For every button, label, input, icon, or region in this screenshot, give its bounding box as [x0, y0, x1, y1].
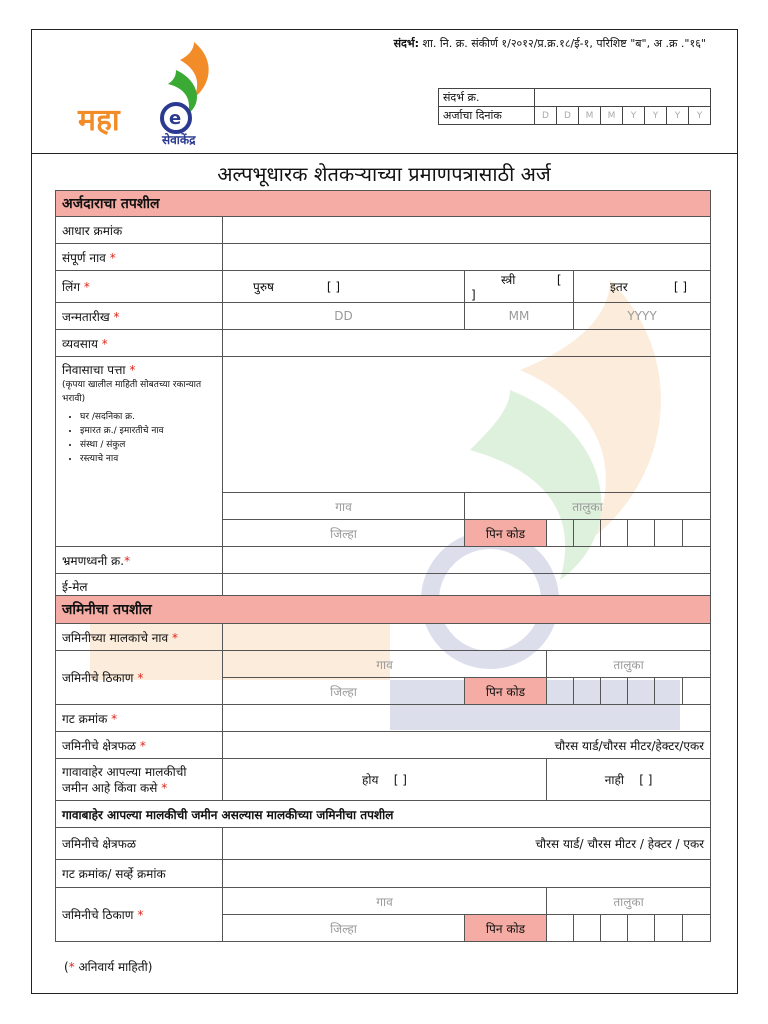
- no-label: नाही: [604, 773, 624, 787]
- reference-line: [394, 36, 706, 51]
- footnote-open: (: [64, 960, 69, 974]
- outside-land-no-option[interactable]: [547, 759, 711, 801]
- land-taluka-field[interactable]: तालुका: [547, 651, 711, 678]
- logo-graphic: [76, 40, 226, 150]
- required-mark: *: [111, 711, 118, 726]
- outside-land-section-header: गावाबाहेर आपल्या मालकीची जमीन असल्यास मालकीच्या जमिनीचा तपशील: [56, 801, 711, 828]
- date-cell[interactable]: Y: [689, 107, 711, 125]
- required-mark: *: [109, 250, 116, 265]
- gender-label: [56, 271, 223, 303]
- applicant-section-header: अर्जदाराचा तपशील: [56, 191, 711, 217]
- occupation-label-text: व्यवसाय: [62, 336, 98, 351]
- ref-no-label: संदर्भ क्र.: [439, 89, 535, 107]
- gender-label-text: लिंग: [62, 280, 81, 294]
- address-item: • रस्त्याचे नाव: [80, 452, 216, 466]
- owner-name-field[interactable]: [223, 624, 711, 651]
- occupation-field[interactable]: [223, 330, 711, 357]
- village-field[interactable]: गाव: [223, 493, 465, 520]
- reference-box: [438, 88, 711, 125]
- date-cell[interactable]: Y: [645, 107, 667, 125]
- pin-digit-box[interactable]: [547, 678, 574, 705]
- address-item: • संस्था / संकुल: [80, 438, 216, 452]
- date-cell[interactable]: M: [579, 107, 601, 125]
- application-date-label: अर्जाचा दिनांक: [439, 107, 535, 125]
- gat-number-field[interactable]: [223, 705, 711, 732]
- dob-day-field[interactable]: DD: [223, 303, 465, 330]
- required-mark: *: [113, 309, 120, 324]
- land-table: [55, 595, 711, 942]
- outside-address-label-text: जमिनीचे ठिकाण: [62, 908, 134, 922]
- outside-land-label-text: गावावाहेर आपल्या मालकीची जमीन आहे किंवा कसे: [62, 764, 187, 795]
- taluka-field[interactable]: तालुका: [465, 493, 711, 520]
- outside-village-field[interactable]: गाव: [223, 888, 547, 915]
- pin-digit-box[interactable]: [655, 915, 683, 942]
- pin-code-label: पिन कोड: [465, 520, 547, 547]
- reference-text: शा. नि. क्र. संकीर्ण १/२०१२/प्र.क्र.१८/ई-१, परिशिष्ट "ब", अ .क्र ."१६": [422, 37, 706, 50]
- gender-female-label: स्त्री: [501, 273, 516, 287]
- yes-label: होय: [362, 773, 379, 787]
- required-mark: *: [101, 336, 108, 351]
- reference-label: संदर्भ:: [393, 37, 420, 50]
- pin-digit-box[interactable]: [655, 520, 683, 547]
- occupation-label: [56, 330, 223, 357]
- gender-other-option[interactable]: [574, 271, 711, 303]
- date-cell[interactable]: D: [557, 107, 579, 125]
- required-mark: *: [83, 280, 90, 294]
- gender-other-checkbox[interactable]: [ ]: [673, 280, 688, 294]
- footnote-mark: *: [68, 960, 75, 974]
- required-mark: *: [172, 630, 179, 645]
- address-items-list: [62, 410, 216, 466]
- required-mark: *: [137, 671, 144, 685]
- pin-digit-box[interactable]: [683, 915, 711, 942]
- pin-digit-box[interactable]: [601, 678, 628, 705]
- pin-digit-box[interactable]: [683, 520, 711, 547]
- outside-gat-field[interactable]: [223, 860, 711, 888]
- applicant-table: [55, 190, 711, 599]
- address-note-text: (कृपया खालील माहिती सोबतच्या रकान्यात भरावी): [62, 380, 202, 404]
- mandatory-footnote: [64, 958, 152, 975]
- pin-digit-box[interactable]: [574, 915, 601, 942]
- address-note: [62, 378, 216, 466]
- dob-month-field[interactable]: MM: [465, 303, 574, 330]
- full-name-label-text: संपूर्ण नाव: [62, 250, 106, 265]
- address-item: • इमारत क्र./ इमारतीचे नाव: [80, 424, 216, 438]
- gat-number-label: [56, 705, 223, 732]
- outside-land-label: [56, 759, 223, 801]
- date-cell[interactable]: Y: [623, 107, 645, 125]
- gender-female-option[interactable]: [465, 271, 574, 303]
- required-mark: *: [139, 738, 146, 753]
- pin-digit-box[interactable]: [628, 678, 655, 705]
- maha-sevakendra-logo: [76, 40, 226, 150]
- land-village-field[interactable]: गाव: [223, 651, 547, 678]
- gat-number-label-text: गट क्रमांक: [62, 711, 108, 726]
- svg-text:e: e: [169, 108, 182, 129]
- pin-digit-box[interactable]: [601, 915, 628, 942]
- outside-address-label: [56, 888, 223, 942]
- required-mark: *: [124, 553, 131, 568]
- logo-text-sevakendra: सेवाकेंद्र: [162, 133, 196, 147]
- outside-area-field[interactable]: चौरस यार्ड/ चौरस मीटर / हेक्टर / एकर: [223, 828, 711, 860]
- land-address-label: [56, 651, 223, 705]
- full-name-label: [56, 244, 223, 271]
- address-label: निवासाचा पत्ता: [62, 363, 126, 377]
- pin-digit-box[interactable]: [628, 520, 655, 547]
- date-cell[interactable]: M: [601, 107, 623, 125]
- owner-name-label: [56, 624, 223, 651]
- aadhaar-label: आधार क्रमांक: [56, 217, 223, 244]
- pin-digit-box[interactable]: [574, 678, 601, 705]
- form-title: अल्पभूधारक शेतकऱ्याच्या प्रमाणपत्रासाठी अर्ज: [217, 162, 551, 186]
- pin-digit-box[interactable]: [547, 520, 574, 547]
- address-field[interactable]: [223, 357, 711, 493]
- required-mark: *: [161, 780, 168, 795]
- mobile-label: [56, 547, 223, 574]
- pin-digit-box[interactable]: [683, 678, 711, 705]
- no-checkbox[interactable]: [ ]: [639, 773, 653, 787]
- address-label-cell: [56, 357, 223, 547]
- land-section-header: जमिनीचा तपशील: [56, 596, 711, 624]
- land-area-field[interactable]: चौरस यार्ड/चौरस मीटर/हेक्टर/एकर: [223, 732, 711, 759]
- date-cell[interactable]: D: [535, 107, 557, 125]
- outside-district-field[interactable]: जिल्हा: [223, 915, 465, 942]
- outside-taluka-field[interactable]: तालुका: [547, 888, 711, 915]
- yes-checkbox[interactable]: [ ]: [393, 773, 407, 787]
- pin-digit-box[interactable]: [601, 520, 628, 547]
- dob-year-field[interactable]: YYYY: [574, 303, 711, 330]
- outside-land-yes-option[interactable]: [223, 759, 547, 801]
- header-divider: [31, 153, 738, 154]
- email-label: ई-मेल: [56, 574, 223, 599]
- land-area-label: [56, 732, 223, 759]
- pin-digit-box[interactable]: [655, 678, 683, 705]
- land-pin-code-label: पिन कोड: [465, 678, 547, 705]
- land-area-label-text: जमिनीचे क्षेत्रफळ: [62, 738, 136, 753]
- gender-other-label: इतर: [610, 280, 628, 294]
- district-field[interactable]: जिल्हा: [223, 520, 465, 547]
- required-mark: *: [137, 908, 144, 922]
- logo-text-maha: महा: [78, 103, 120, 138]
- gender-female-checkbox[interactable]: [ ]: [471, 273, 562, 302]
- owner-name-label-text: जमिनीच्या मालकाचे नाव: [62, 630, 169, 645]
- gender-male-option[interactable]: [223, 271, 465, 303]
- dob-label: [56, 303, 223, 330]
- full-name-field[interactable]: [223, 244, 711, 271]
- required-mark: *: [129, 363, 136, 377]
- mobile-field[interactable]: [223, 547, 711, 574]
- aadhaar-field[interactable]: [223, 217, 711, 244]
- address-item: • घर /सदनिका क्र.: [80, 410, 216, 424]
- mobile-label-text: भ्रमणध्वनी क्र.: [62, 553, 125, 568]
- dob-label-text: जन्मतारीख: [62, 309, 110, 324]
- date-cell[interactable]: Y: [667, 107, 689, 125]
- land-address-label-text: जमिनीचे ठिकाण: [62, 671, 134, 685]
- pin-digit-box[interactable]: [628, 915, 655, 942]
- outside-pin-code-label: पिन कोड: [465, 915, 547, 942]
- ref-no-field[interactable]: [535, 89, 711, 107]
- pin-digit-box[interactable]: [574, 520, 601, 547]
- land-district-field[interactable]: जिल्हा: [223, 678, 465, 705]
- gender-male-label: पुरुष: [253, 280, 274, 294]
- pin-digit-box[interactable]: [547, 915, 574, 942]
- footnote-text: अनिवार्य माहिती): [74, 960, 153, 974]
- gender-male-checkbox[interactable]: [ ]: [326, 280, 341, 294]
- outside-area-label: जमिनीचे क्षेत्रफळ: [56, 828, 223, 860]
- outside-gat-label: गट क्रमांक/ सर्व्हे क्रमांक: [56, 860, 223, 888]
